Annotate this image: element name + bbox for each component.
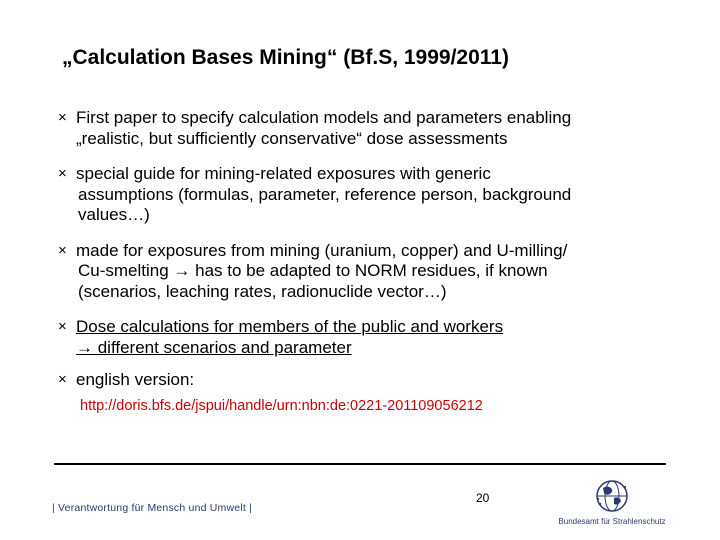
bullet-text-line: made for exposures from mining (uranium, copper) and U-milling/ xyxy=(76,240,568,260)
slide-title: „Calculation Bases Mining“ (Bf.S, 1999/2011) xyxy=(62,46,509,69)
logo-caption: Bundesamt für Strahlenschutz xyxy=(558,517,666,526)
globe-logo-icon xyxy=(594,478,630,514)
bullet-text-line: → different scenarios and parameter xyxy=(76,337,352,357)
bullet-item xyxy=(58,108,678,149)
bullet-marker-icon: × xyxy=(58,371,67,388)
bullet-text-line: english version: xyxy=(76,370,195,389)
bullet-item xyxy=(58,317,678,358)
page-number: 20 xyxy=(476,491,490,505)
bullet-text-line: values…) xyxy=(78,205,150,224)
bullet-marker-icon: × xyxy=(58,109,67,126)
bullet-text-line: Cu-smelting → has to be adapted to NORM residues, if known xyxy=(78,261,548,280)
bullet-marker-icon: × xyxy=(58,165,67,182)
bullet-item xyxy=(58,164,678,226)
bullet-text-line: First paper to specify calculation models and parameters enabling xyxy=(76,108,572,127)
bullet-marker-icon: × xyxy=(58,241,67,259)
bullet-item xyxy=(58,370,678,416)
bullet-list xyxy=(58,108,678,431)
bullet-marker-icon: × xyxy=(58,318,67,335)
english-version-link[interactable]: http://doris.bfs.de/jspui/handle/urn:nbn:de:0221-201109056212 xyxy=(80,397,483,414)
bullet-text-line: assumptions (formulas, parameter, reference person, background xyxy=(78,184,572,204)
bullet-text-line: special guide for mining-related exposures with generic xyxy=(76,164,491,183)
footer-divider xyxy=(54,463,666,465)
footer-slogan: | Verantwortung für Mensch und Umwelt | xyxy=(52,502,253,514)
bfs-logo xyxy=(552,478,672,530)
bullet-item xyxy=(58,241,678,303)
bullet-text-line: (scenarios, leaching rates, radionuclide vector…) xyxy=(78,281,447,301)
bullet-text-line: „realistic, but sufficiently conservative“ dose assessments xyxy=(76,128,508,148)
bullet-text-line: Dose calculations for members of the public and workers xyxy=(76,317,504,336)
